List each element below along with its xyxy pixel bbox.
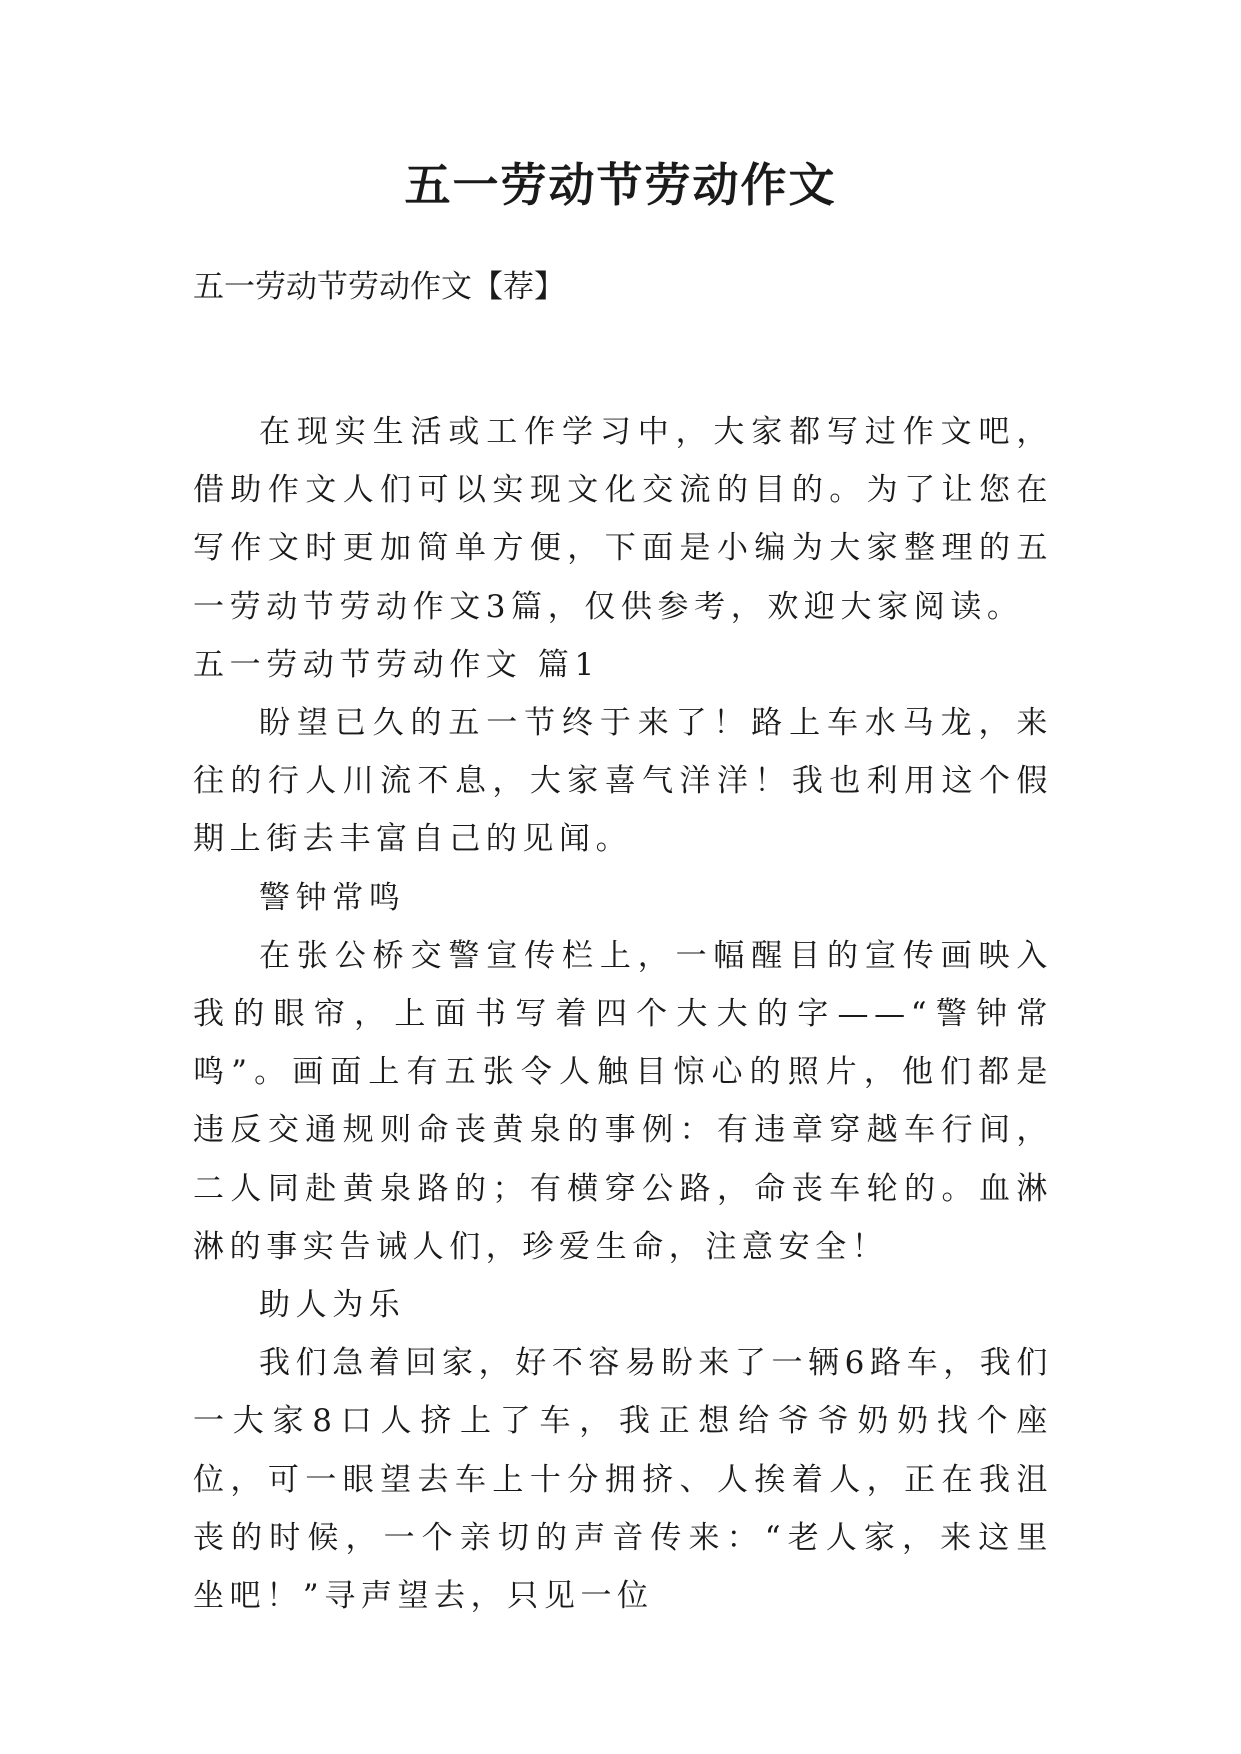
document-subtitle: 五一劳动节劳动作文【荐】 <box>193 269 565 305</box>
section-heading: 五一劳动节劳动作文 篇1 <box>193 646 600 683</box>
subheading-2: 助人为乐 <box>259 1287 406 1324</box>
paragraph-1: 盼望已久的五一节终于来了！路上车水马龙，来往的行人川流不息，大家喜气洋洋！我也利用这个假期上街去丰富自己的见闻。 <box>193 705 1053 858</box>
paragraph-3: 我们急着回家，好不容易盼来了一辆6路车，我们一大家8口人挤上了车，我正想给爷爷奶奶找个座位，可一眼望去车上十分拥挤、人挨着人，正在我沮丧的时候，一个亲切的声音传来：“老人家，来这里坐吧！”寻声望去，只见一位 <box>193 1345 1053 1615</box>
document-title: 五一劳动节劳动作文 <box>404 158 837 212</box>
document-body <box>193 403 1053 1625</box>
paragraph-2: 在张公桥交警宣传栏上，一幅醒目的宣传画映入我的眼帘，上面书写着四个大大的字——“警钟常鸣”。画面上有五张令人触目惊心的照片，他们都是违反交通规则命丧黄泉的事例：有违章穿越车行间，二人同赴黄泉路的；有横穿公路，命丧车轮的。血淋淋的事实告诫人们，珍爱生命，注意安全！ <box>193 937 1053 1265</box>
intro-paragraph: 在现实生活或工作学习中，大家都写过作文吧，借助作文人们可以实现文化交流的目的。为了让您在写作文时更加简单方便，下面是小编为大家整理的五一劳动节劳动作文3篇，仅供参考，欢迎大家阅读。 <box>193 414 1053 625</box>
subheading-1: 警钟常鸣 <box>259 879 406 916</box>
